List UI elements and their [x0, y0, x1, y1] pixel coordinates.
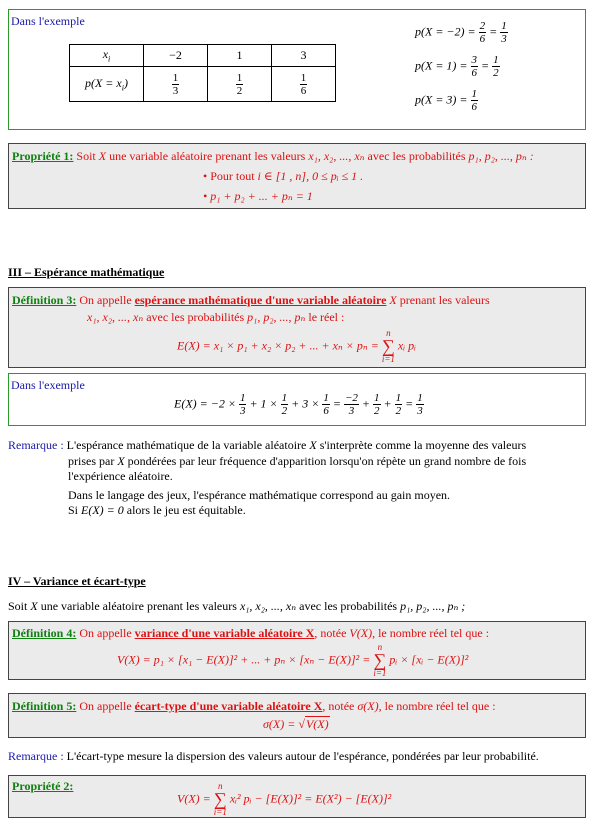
table-cell: 3	[272, 45, 336, 67]
definition-5-box	[8, 693, 586, 738]
definition-3-line-1: Définition 3: On appelle espérance mathématique d'une variable aléatoire X prenant les valeurs	[12, 293, 490, 307]
table-header-cell: $p(X = x_i)$	[70, 67, 144, 102]
definition-4-term: variance d'une variable aléatoire X	[134, 626, 315, 640]
section-4-title: IV – Variance et écart-type	[8, 574, 146, 588]
example-box-2	[8, 373, 586, 426]
equation-2: p(X = 1) = $\frac{3}{6}$ = $\frac{1}{2}$	[415, 54, 499, 79]
section-3-title: III – Espérance mathématique	[8, 265, 165, 279]
property-1-bullet-2: • p₁ + p₂ + ... + pₙ = 1	[203, 189, 313, 203]
definition-3-box	[8, 287, 586, 368]
remark-1-line-5: Si E(X) = 0 alors le jeu est équitable.	[68, 503, 246, 517]
remark-1-line-3: l'expérience aléatoire.	[68, 469, 173, 483]
property-1-bullet-1: • Pour tout i ∈ [1 , n], 0 ≤ pᵢ ≤ 1 .	[203, 169, 364, 183]
definition-5-term: écart-type d'une variable aléatoire X	[134, 699, 323, 713]
definition-4-label: Définition 4:	[12, 626, 77, 640]
definition-3-formula: E(X) = x₁ × p₁ + x₂ × p₂ + ... + xₙ × pₙ = n ∑ i=1 xᵢ pᵢ	[177, 328, 417, 364]
definition-5-formula: σ(X) = √V(X)	[263, 717, 329, 731]
definition-3-line-2: x₁, x₂, ..., xₙ avec les probabilités p₁, p₂, ..., pₙ le réel :	[87, 310, 345, 324]
property-2-label: Propriété 2:	[12, 779, 74, 793]
definition-3-term: espérance mathématique d'une variable aléatoire	[134, 293, 387, 307]
equation-1: p(X = −2) = $\frac{2}{6}$ = $\frac{1}{3}$	[415, 20, 507, 45]
remark-1-line-2: prises par X pondérées par leur fréquence d'apparition lorsqu'on répète un grand nombre de fois	[68, 454, 527, 468]
example-2-formula: E(X) = −2 × $\frac{1}{3}$ + 1 × $\frac{1}{2}$ + 3 × $\frac{1}{6}$ = $\frac{-2}{3}$ + $\frac{1}{2}$ + $\frac{1}{2}$ = $\frac{1}{3}$	[174, 392, 423, 417]
example-title: Dans l'exemple	[11, 14, 85, 28]
table-cell: $\frac{1}{3}$	[143, 67, 207, 102]
probability-table	[69, 44, 336, 102]
remark-1-line-4: Dans le langage des jeux, l'espérance mathématique correspond au gain moyen.	[68, 488, 451, 502]
table-header-cell: $x_i$	[70, 45, 144, 67]
table-cell: −2	[143, 45, 207, 67]
definition-4-line-1: Définition 4: On appelle variance d'une variable aléatoire X, notée V(X), le nombre réel tel que :	[12, 626, 490, 640]
definition-3-label: Définition 3:	[12, 293, 77, 307]
remark-2: Remarque : L'écart-type mesure la dispersion des valeurs autour de l'espérance, pondérées par leur probabilité.	[8, 749, 539, 763]
definition-4-formula: V(X) = p₁ × [x₁ − E(X)]² + ... + pₙ × [xₙ − E(X)]² = n ∑ i=1 pᵢ × [xᵢ − E(X)]²	[117, 642, 469, 678]
example-box-1	[8, 9, 586, 130]
property-1-line: Propriété 1: Soit X une variable aléatoire prenant les valeurs x₁, x₂, ..., xₙ avec les probabilités p₁, p₂, ..., pₙ :	[12, 149, 534, 163]
remark-1-line-1: Remarque : L'espérance mathématique de la variable aléatoire X s'interprète comme la moyenne des valeurs	[8, 438, 527, 452]
remark-2-label: Remarque :	[8, 749, 64, 763]
property-2-box	[8, 775, 586, 818]
section-4-intro: Soit X une variable aléatoire prenant les valeurs x₁, x₂, ..., xₙ avec les probabilités p₁, p₂, ..., pₙ ;	[8, 599, 466, 613]
table-cell: $\frac{1}{2}$	[208, 67, 272, 102]
table-cell: $\frac{1}{6}$	[272, 67, 336, 102]
property-2-formula: V(X) = n ∑ i=1 xᵢ² pᵢ − [E(X)]² = E(X²) − [E(X)]²	[177, 781, 392, 817]
definition-4-box	[8, 621, 586, 680]
property-1-label: Propriété 1:	[12, 149, 74, 163]
equation-3: p(X = 3) = $\frac{1}{6}$	[415, 88, 478, 113]
definition-5-label: Définition 5:	[12, 699, 77, 713]
definition-5-line-1: Définition 5: On appelle écart-type d'une variable aléatoire X, notée σ(X), le nombre réel tel que :	[12, 699, 496, 713]
remark-1-label: Remarque :	[8, 438, 64, 452]
example-title: Dans l'exemple	[11, 378, 85, 392]
property-1-box	[8, 143, 586, 209]
table-cell: 1	[208, 45, 272, 67]
